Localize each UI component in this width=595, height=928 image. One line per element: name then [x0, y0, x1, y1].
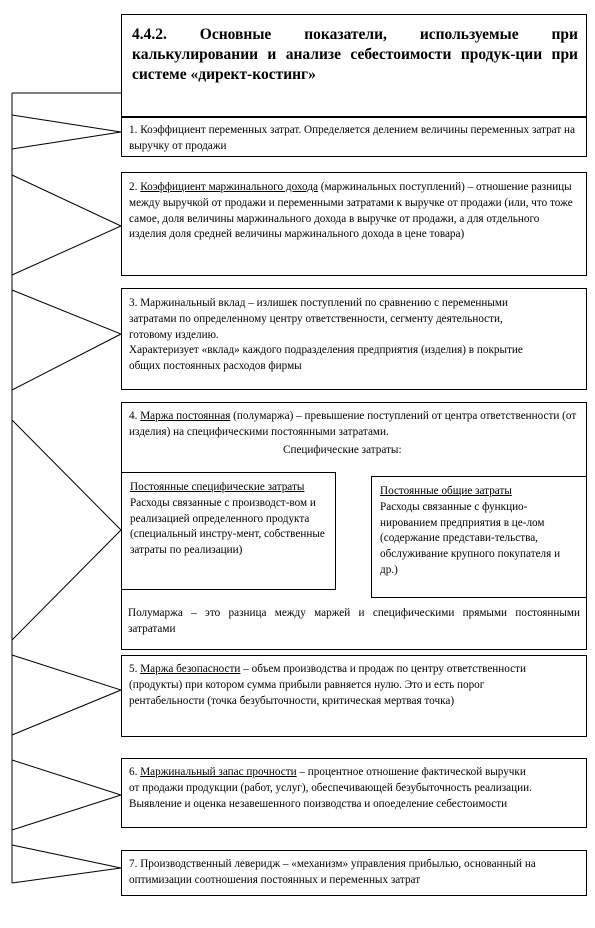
item-1-text: 1. Коэффициент переменных затрат. Определяется делением величины переменных затрат на выручку от продажи	[129, 124, 575, 152]
item-4-term: Маржа постоянная	[140, 410, 231, 422]
general-fixed-costs-title: Постоянные общие затраты	[380, 485, 512, 497]
item-6-prefix: 6.	[129, 766, 141, 778]
item4-connector	[12, 420, 121, 640]
general-fixed-costs-box	[371, 476, 587, 598]
item-3-box	[121, 288, 587, 390]
specific-fixed-costs-text: Расходы связанные с производст-вом и реализацией определенного продукта (специальный инстру-мент, собственные затраты по реализации)	[130, 496, 325, 557]
item5-connector	[12, 655, 121, 735]
item-1-box	[121, 117, 587, 157]
item-5-term: Маржа безопасности	[140, 663, 241, 675]
item-3-text: 3. Маржинальный вклад – излишек поступлений по сравнению с переменными затратами по определенному центру ответственности, сегменту деятельности, готовому изделию.	[129, 297, 508, 341]
item-6-rest: – процентное отношение фактической выручки от продажи продукции (работ, услуг), обеспечивающей безубыточность реализации. Выявление и оценка незавешенного поизводства и опоеделение себестоимости	[129, 766, 532, 810]
general-fixed-costs-text: Расходы связанные с функцио-нированием предприятия в це-лом (содержание представи-тельства, обслуживание крупного покупателя и др.)	[380, 500, 561, 576]
item-5-rest: – объем производства и продаж по центру ответственности (продукты) при котором сумма прибыли равняется нулю. Это и есть порог рентабельности (точка безубыточности, критическая мертвая точка)	[129, 663, 526, 707]
item-2-rest: (маржинальных поступлений) – отношение разницы между выручкой от продажи и переменными затратами к выручке от продажи (или, что тоже самое, доля величины маржинального дохода в выручке от продажи, а для отдельного изделия доля средней величины маржинального дохода в цене товара)	[129, 181, 573, 241]
item3-connector	[12, 290, 121, 390]
title-box	[121, 14, 587, 117]
item1-connector	[12, 115, 121, 149]
item-5-prefix: 5.	[129, 663, 141, 675]
item-4-prefix: 4.	[129, 410, 141, 422]
item-2-box	[121, 172, 587, 276]
specific-costs-label: Специфические затраты:	[283, 444, 402, 456]
item6-connector	[12, 760, 121, 830]
item-7-box	[121, 850, 587, 896]
item-4-footer: Полумаржа – это разница между маржей и специфическими прямыми постоянными затратами	[128, 607, 580, 635]
item-5-box	[121, 655, 587, 737]
item-2-prefix: 2.	[129, 181, 141, 193]
page-title: 4.4.2. Основные показатели, используемые при калькулировании и анализе себестоимости продук-ции при системе «директ-костинг»	[132, 26, 578, 83]
specific-fixed-costs-box	[121, 472, 336, 590]
item-6-box	[121, 758, 587, 828]
item-4-rest: (полумаржа) – превышение поступлений от центра ответственности (от изделия) на специфическими постоянными затратами.	[129, 410, 577, 438]
specific-fixed-costs-title: Постоянные специфические затраты	[130, 481, 305, 493]
item2-connector	[12, 175, 121, 275]
item-6-term: Маржинальный запас прочности	[140, 766, 297, 778]
item-7-text: 7. Производственный леверидж – «механизм» управления прибылью, основанный на оптимизации соотношения постоянных и переменных затрат	[129, 858, 536, 886]
item-3-text2: Характеризует «вклад» каждого подразделения предприятия (изделия) в покрытие общих постоянных расходов фирмы	[129, 344, 523, 373]
item7-connector	[12, 845, 121, 883]
item-2-term: Коэффициент маржинального дохода	[140, 181, 318, 193]
